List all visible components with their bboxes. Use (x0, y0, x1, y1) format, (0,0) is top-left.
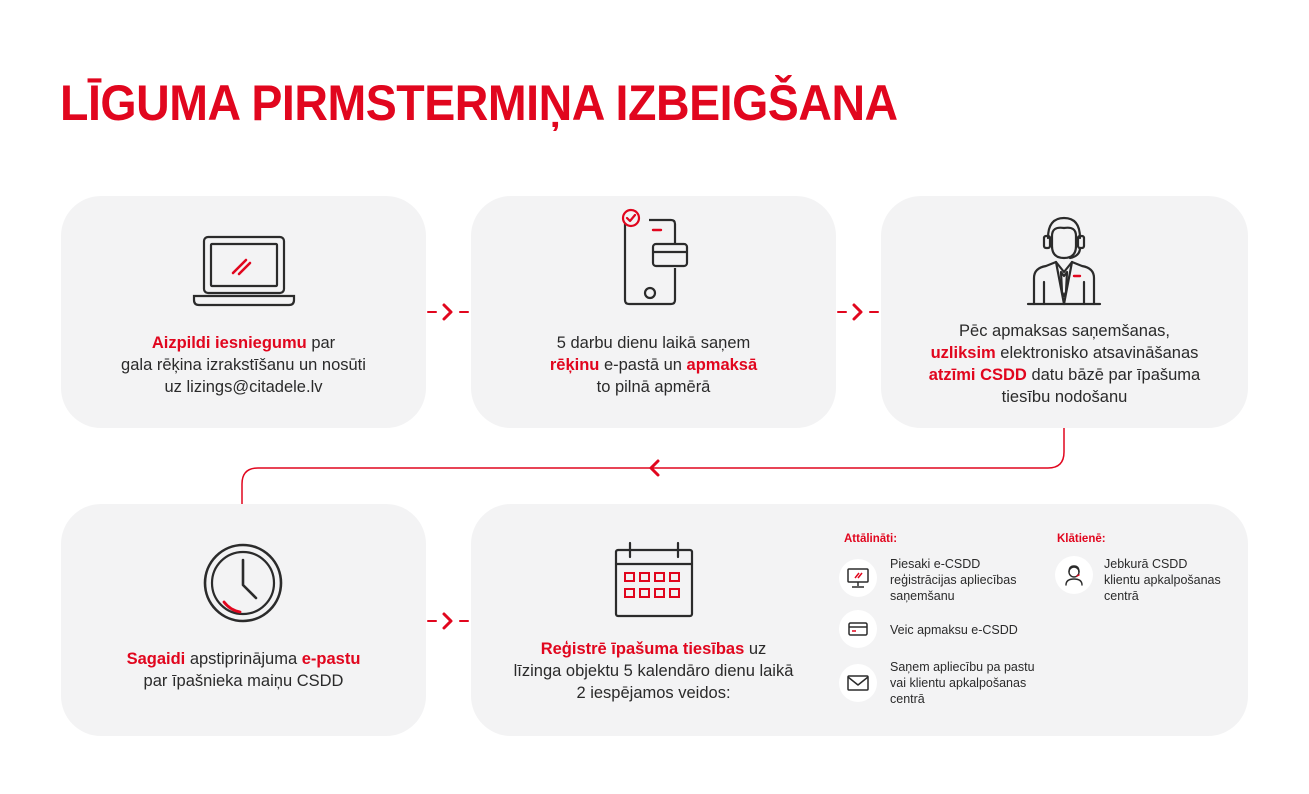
laptop-icon (192, 234, 296, 308)
step-5-text: Reģistrē īpašuma tiesības uz līzinga objektu 5 kalendāro dienu laikā 2 iespējamos veidos: (513, 640, 794, 702)
envelope-icon (839, 664, 877, 702)
arrow-right-3-icon (444, 614, 451, 628)
consultant-icon (1055, 556, 1093, 594)
step-card-2 (471, 196, 836, 428)
clock-icon (200, 540, 286, 626)
step-card-5 (471, 504, 1248, 736)
remote-option-2: Veic apmaksu e-CSDD (890, 623, 1018, 637)
step-1-text: Aizpildi iesniegumu par gala rēķina izrakstīšanu un nosūti uz lizings@citadele.lv (121, 334, 366, 396)
in-person-option-1: Jebkurā CSDD klientu apkalpošanas centrā (1104, 557, 1221, 603)
step-card-4 (61, 504, 426, 736)
remote-title: Attālināti: (844, 533, 898, 545)
remote-option-1: Piesaki e-CSDD reģistrācijas apliecības saņemšanu (890, 557, 1017, 603)
arrow-right-2-icon (854, 305, 861, 319)
page-title: LĪGUMA PIRMSTERMIŅA IZBEIGŠANA (60, 75, 898, 131)
step-card-1 (61, 196, 426, 428)
step-2-text: 5 darbu dienu laikā saņem rēķinu e-pastā un apmaksā to pilnā apmērā (549, 334, 758, 396)
phone-card-icon (617, 208, 697, 308)
remote-option-3: Saņem apliecību pa pastu vai klientu apkalpošanas centrā (890, 660, 1035, 706)
arrow-right-1-icon (444, 305, 451, 319)
officer-icon (1024, 212, 1104, 308)
step-3-text: Pēc apmaksas saņemšanas, uzliksim elektronisko atsavināšanas atzīmi CSDD datu bāzē par īpašuma tiesību nodošanu (928, 322, 1201, 406)
calendar-icon (612, 540, 696, 620)
card-payment-icon (839, 610, 877, 648)
monitor-icon (839, 559, 877, 597)
in-person-title: Klātienē: (1057, 533, 1106, 545)
step-card-3 (881, 196, 1248, 428)
step-4-text: Sagaidi apstiprinājuma e-pastu par īpašnieka maiņu CSDD (126, 650, 361, 690)
